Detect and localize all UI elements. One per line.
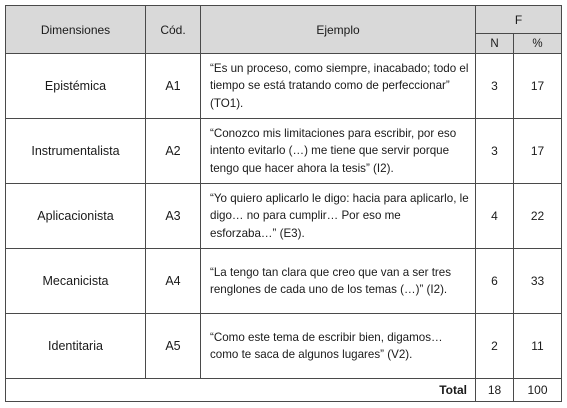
- header-f: F: [476, 6, 562, 34]
- pct-cell: 33: [514, 249, 562, 314]
- dimension-cell: Identitaria: [6, 314, 146, 379]
- table-row: [6, 119, 562, 184]
- dimension-cell: Mecanicista: [6, 249, 146, 314]
- data-table: [5, 5, 562, 402]
- n-cell: 4: [476, 184, 514, 249]
- pct-cell: 17: [514, 119, 562, 184]
- cod-cell: A3: [146, 184, 201, 249]
- n-cell: 3: [476, 54, 514, 119]
- total-row: [6, 379, 562, 402]
- pct-cell: 11: [514, 314, 562, 379]
- ejemplo-cell: “Es un proceso, como siempre, inacabado; todo el tiempo se está tratando como de perfeccionar” (TO1).: [201, 54, 476, 119]
- pct-cell: 17: [514, 54, 562, 119]
- n-cell: 6: [476, 249, 514, 314]
- n-cell: 3: [476, 119, 514, 184]
- dimension-cell: Instrumentalista: [6, 119, 146, 184]
- total-label: Total: [6, 379, 476, 402]
- cod-cell: A2: [146, 119, 201, 184]
- cod-cell: A4: [146, 249, 201, 314]
- table-row: [6, 184, 562, 249]
- ejemplo-cell: “Yo quiero aplicarlo le digo: hacia para aplicarlo, le digo… no para cumplir… Por eso me esforzaba…” (E3).: [201, 184, 476, 249]
- ejemplo-cell: “La tengo tan clara que creo que van a ser tres renglones de cada uno de los temas (…)” (I2).: [201, 249, 476, 314]
- dimension-cell: Aplicacionista: [6, 184, 146, 249]
- total-pct: 100: [514, 379, 562, 402]
- table-row: [6, 314, 562, 379]
- header-dimensiones: Dimensiones: [6, 6, 146, 54]
- cod-cell: A5: [146, 314, 201, 379]
- table-row: [6, 54, 562, 119]
- ejemplo-cell: “Como este tema de escribir bien, digamos… como te saca de algunos lugares” (V2).: [201, 314, 476, 379]
- n-cell: 2: [476, 314, 514, 379]
- total-n: 18: [476, 379, 514, 402]
- ejemplo-cell: “Conozco mis limitaciones para escribir, por eso intento evitarlo (…) me tiene que servir porque tengo que hacer ahora la tesis” (I2).: [201, 119, 476, 184]
- header-row: [6, 6, 562, 34]
- header-cod: Cód.: [146, 6, 201, 54]
- header-pct: %: [514, 34, 562, 54]
- header-ejemplo: Ejemplo: [201, 6, 476, 54]
- header-n: N: [476, 34, 514, 54]
- cod-cell: A1: [146, 54, 201, 119]
- table-row: [6, 249, 562, 314]
- dimension-cell: Epistémica: [6, 54, 146, 119]
- pct-cell: 22: [514, 184, 562, 249]
